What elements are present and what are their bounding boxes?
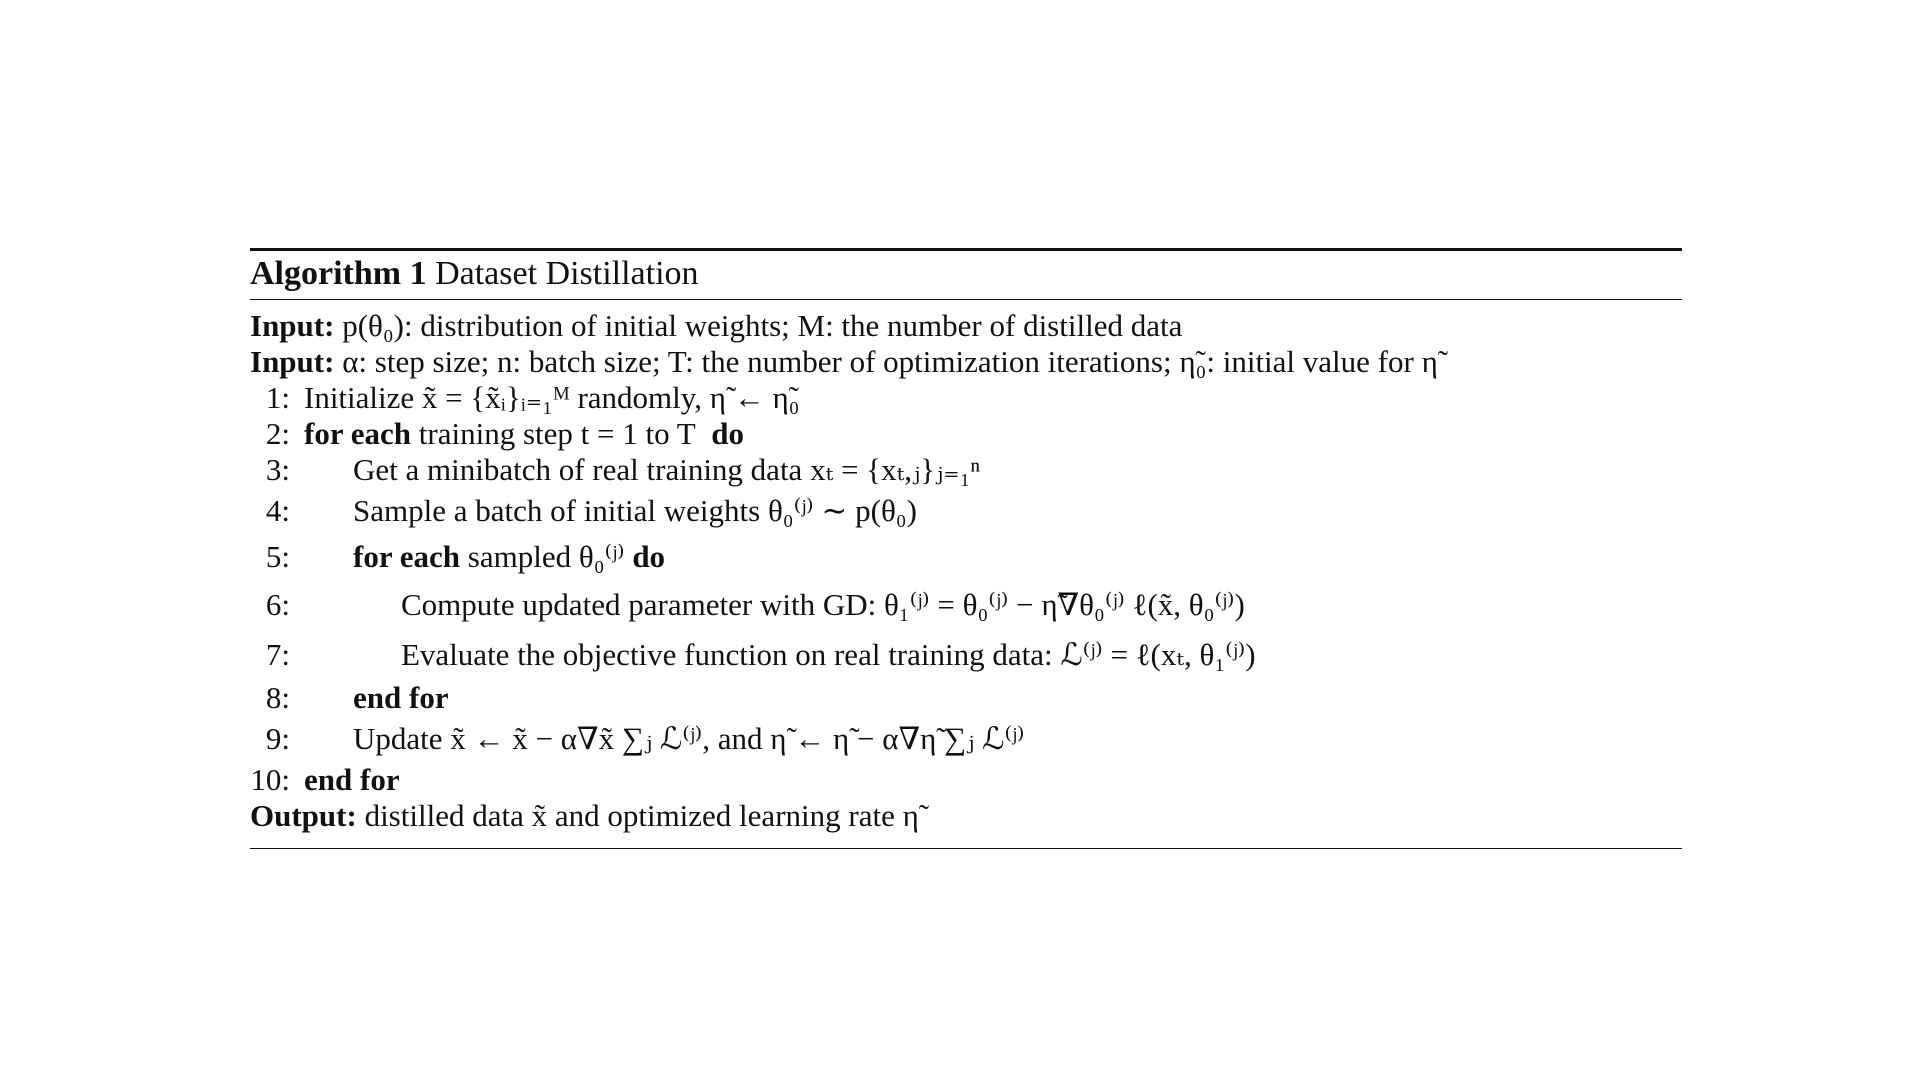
step-text: Update x̃ ← x̃ − α∇x̃ ∑ⱼ ℒ⁽ʲ⁾, and η̃ ← η̃ − α∇η̃ ∑ⱼ ℒ⁽ʲ⁾ <box>353 721 1025 756</box>
step-line <box>250 416 1682 452</box>
step-text: Evaluate the objective function on real training data: ℒ⁽ʲ⁾ = ℓ(xₜ, θ₁⁽ʲ⁾) <box>401 637 1256 672</box>
step-number: 1: <box>265 380 290 415</box>
algorithm-box <box>250 248 1682 849</box>
algorithm-caption <box>250 251 1682 299</box>
step-line <box>250 762 1682 798</box>
step-keyword-end: do <box>632 539 666 574</box>
step-text: training step t = 1 to T <box>418 416 696 451</box>
step-text: sampled θ₀⁽ʲ⁾ <box>467 539 625 574</box>
step-number: 3: <box>265 452 290 487</box>
step-line <box>250 580 1682 630</box>
output-line <box>250 798 1682 834</box>
step-line <box>250 716 1682 762</box>
step-number: 8: <box>265 680 290 715</box>
step-number: 5: <box>265 539 290 574</box>
step-text: Get a minibatch of real training data xₜ = {xₜ,ⱼ}ⱼ₌₁ⁿ <box>353 452 981 487</box>
algorithm-title: Dataset Distillation <box>435 255 699 292</box>
input-line <box>250 344 1682 380</box>
step-line <box>250 452 1682 488</box>
output-text: distilled data x̃ and optimized learning rate η̃ <box>364 798 919 833</box>
step-text: Sample a batch of initial weights θ₀⁽ʲ⁾ ∼ p(θ₀) <box>353 493 917 528</box>
step-line <box>250 630 1682 680</box>
step-number: 4: <box>265 493 290 528</box>
output-keyword: Output: <box>250 798 357 833</box>
step-text: Initialize x̃ = {x̃ᵢ}ᵢ₌₁ᴹ randomly, η̃ ← η̃₀ <box>304 380 800 415</box>
step-line <box>250 488 1682 534</box>
algorithm-body <box>250 300 1682 834</box>
step-keyword: end for <box>304 762 400 797</box>
step-text: Compute updated parameter with GD: θ₁⁽ʲ⁾ = θ₀⁽ʲ⁾ − η̃∇θ₀⁽ʲ⁾ ℓ(x̃, θ₀⁽ʲ⁾) <box>401 587 1245 622</box>
step-number: 2: <box>265 416 290 451</box>
algorithm-label: Algorithm 1 <box>250 255 427 292</box>
step-line <box>250 534 1682 580</box>
step-number: 10: <box>250 762 290 797</box>
step-keyword-end: do <box>711 416 744 451</box>
input-line <box>250 308 1682 344</box>
step-keyword: for each <box>304 416 412 451</box>
input-text: α: step size; n: batch size; T: the number of optimization iterations; η̃₀: initial value for η̃ <box>342 344 1438 379</box>
step-keyword: for each <box>353 539 461 574</box>
step-number: 9: <box>265 721 290 756</box>
step-line <box>250 380 1682 416</box>
step-number: 6: <box>265 587 290 622</box>
bottom-rule <box>250 848 1682 849</box>
input-keyword: Input: <box>250 344 335 379</box>
step-keyword: end for <box>353 680 449 715</box>
step-number: 7: <box>265 637 290 672</box>
input-text: p(θ₀): distribution of initial weights; M: the number of distilled data <box>342 308 1183 343</box>
input-keyword: Input: <box>250 308 335 343</box>
step-line <box>250 680 1682 716</box>
